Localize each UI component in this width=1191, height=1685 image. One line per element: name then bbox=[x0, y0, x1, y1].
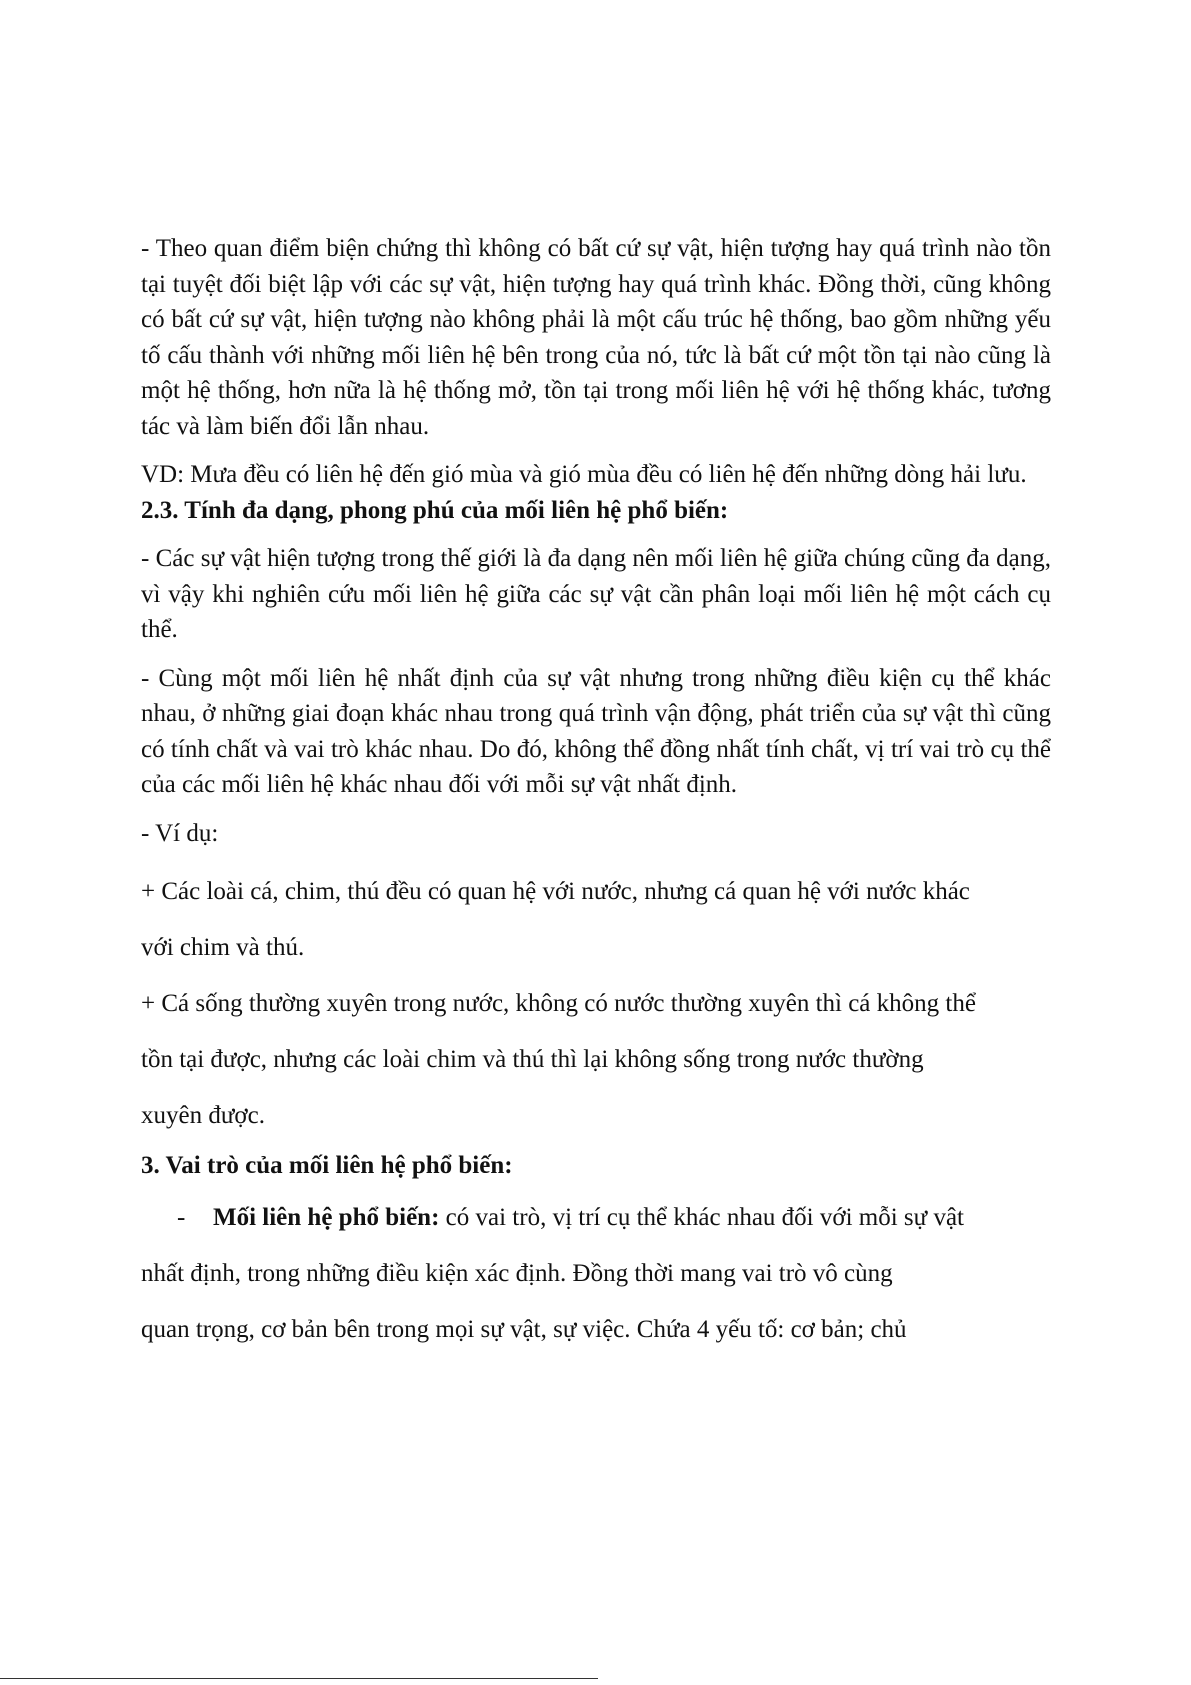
text-line: quan trọng, cơ bản bên trong mọi sự vật, sự việc. Chứa 4 yếu tố: cơ bản; chủ bbox=[141, 1315, 907, 1343]
text-line: tồn tại được, nhưng các loài chim và thú thì lại không sống trong nước thường bbox=[141, 1046, 924, 1073]
text-line: xuyên được. bbox=[141, 1102, 265, 1129]
paragraph-example-rain: VD: Mưa đều có liên hệ đến gió mùa và gió mùa đều có liên hệ đến những dòng hải lưu. bbox=[141, 461, 1027, 488]
paragraph-diversity: - Các sự vật hiện tượng trong thế giới là đa dạng nên mối liên hệ giữa chúng cũng đa dạng, vì vậy khi nghiên cứu mối liên hệ giữa các sự vật cần phân loại mối liên hệ một cách cụ thể. bbox=[141, 545, 1051, 643]
text-line: với chim và thú. bbox=[141, 934, 305, 961]
list-dash: - bbox=[177, 1203, 186, 1231]
section-heading-3: 3. Vai trò của mối liên hệ phổ biến: bbox=[141, 1152, 513, 1179]
document-body bbox=[141, 231, 1051, 1358]
footer-rule bbox=[0, 1678, 598, 1679]
paragraph-same-relation: - Cùng một mối liên hệ nhất định của sự vật nhưng trong những điều kiện cụ thể khác nhau, ở những giai đoạn khác nhau trong quá trình vận động, phát triển của sự vật thì cũng có tính chất và vai trò khác nhau. Do đó, không thể đồng nhất tính chất, vị trí vai trò cụ thể của các mối liên hệ khác nhau đối với mỗi sự vật nhất định. bbox=[141, 664, 1051, 798]
paragraph-dialectical-view: - Theo quan điểm biện chứng thì không có bất cứ sự vật, hiện tượng hay quá trình nào tồn tại tuyệt đối biệt lập với các sự vật, hiện tượng hay quá trình khác. Đồng thời, cũng không có bất cứ sự vật, hiện tượng nào không phải là một cấu trúc hệ thống, bao gồm những yếu tố cấu thành với những mối liên hệ bên trong của nó, tức là bất cứ một tồn tại nào cũng là một hệ thống, hơn nữa là hệ thống mở, tồn tại trong mối liên hệ với hệ thống khác, tương tác và làm biến đổi lẫn nhau. bbox=[141, 235, 1051, 440]
paragraph-role bbox=[141, 1190, 1051, 1358]
text-line: + Cá sống thường xuyên trong nước, không có nước thường xuyên thì cá không thể bbox=[141, 990, 976, 1017]
text-line: nhất định, trong những điều kiện xác định. Đồng thời mang vai trò vô cùng bbox=[141, 1259, 893, 1287]
text-run: có vai trò, vị trí cụ thể khác nhau đối với mỗi sự vật bbox=[439, 1203, 964, 1231]
text-line bbox=[141, 1190, 1051, 1246]
text-line: + Các loài cá, chim, thú đều có quan hệ với nước, nhưng cá quan hệ với nước khác bbox=[141, 878, 970, 905]
paragraph-fish-water bbox=[141, 976, 1051, 1144]
term-bold: Mối liên hệ phổ biến: bbox=[213, 1203, 440, 1231]
paragraph-example-label: - Ví dụ: bbox=[141, 819, 219, 847]
section-heading-2-3: 2.3. Tính đa dạng, phong phú của mối liên hệ phổ biến: bbox=[141, 496, 729, 524]
paragraph-fish-birds bbox=[141, 864, 1051, 976]
